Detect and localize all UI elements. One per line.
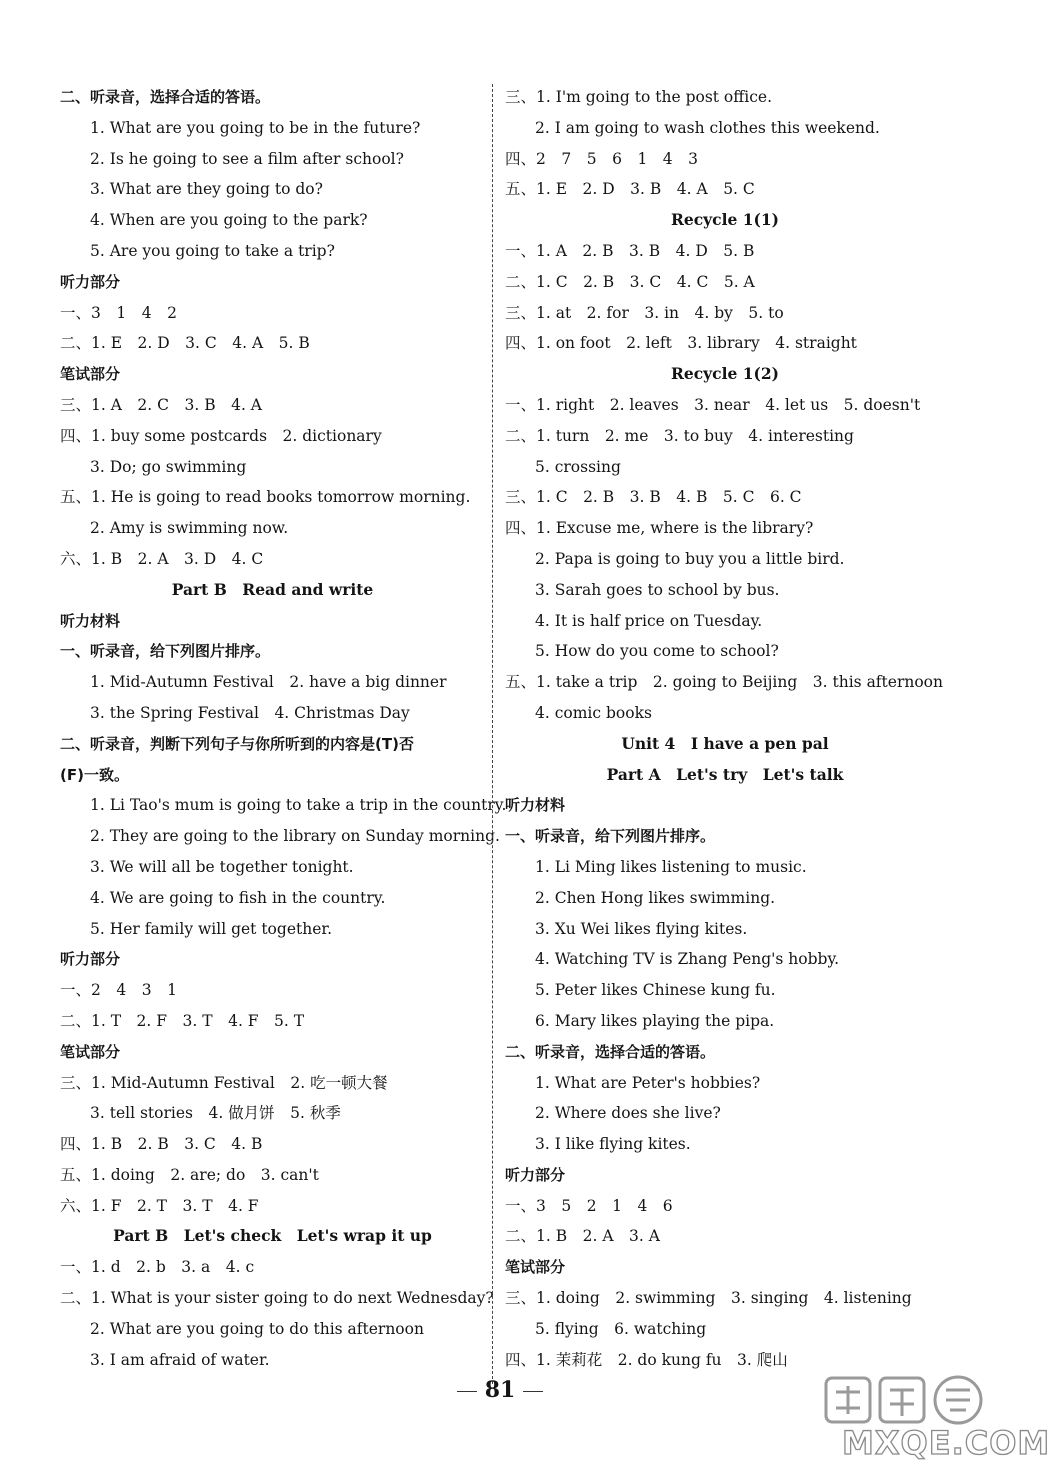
right-column-line: 二、听录音，选择合适的答语。 xyxy=(505,1042,716,1061)
page-number-text: 81 xyxy=(484,1377,516,1403)
left-column-line: 5. Her family will get together. xyxy=(90,919,333,938)
left-column-line: 3. Do; go swimming xyxy=(90,457,247,476)
left-column-line: 二、1. What is your sister going to do next Wednesday? xyxy=(60,1289,494,1308)
left-column-line: 2. Is he going to see a film after school? xyxy=(90,149,404,168)
right-column-line: 1. Li Ming likes listening to music. xyxy=(535,857,807,876)
right-column-line: 3. Xu Wei likes flying kites. xyxy=(535,919,748,938)
left-column-line: 2. What are you going to do this afternoon xyxy=(90,1319,424,1338)
left-column-line: 笔试部分 xyxy=(60,365,121,384)
right-column-line: 四、1. 茉莉花 2. do kung fu 3. 爬山 xyxy=(505,1350,788,1369)
right-column-line: 2. Where does she live? xyxy=(535,1104,721,1123)
left-column-line: Part B Let's check Let's wrap it up xyxy=(113,1226,432,1246)
right-column-line: 三、1. C 2. B 3. B 4. B 5. C 6. C xyxy=(505,488,802,507)
right-column-line: 一、听录音，给下列图片排序。 xyxy=(505,827,716,846)
left-column-line: 一、1. d 2. b 3. a 4. c xyxy=(60,1258,255,1277)
right-column-line: 五、1. E 2. D 3. B 4. A 5. C xyxy=(505,180,755,199)
right-column-line: Unit 4 I have a pen pal xyxy=(621,733,829,753)
left-column-line: 五、1. doing 2. are; do 3. can't xyxy=(60,1165,319,1184)
left-column-line: 一、2 4 3 1 xyxy=(60,981,177,1000)
left-column-line: 1. Li Tao's mum is going to take a trip in the country. xyxy=(90,796,507,815)
left-column-line: 3. What are they going to do? xyxy=(90,180,323,199)
left-column-line: 2. Amy is swimming now. xyxy=(90,519,289,538)
left-column-line: 3. the Spring Festival 4. Christmas Day xyxy=(90,703,410,722)
left-column-line: 3. We will all be together tonight. xyxy=(90,857,354,876)
left-column-line: 四、1. buy some postcards 2. dictionary xyxy=(60,426,382,445)
right-column-line: 四、2 7 5 6 1 4 3 xyxy=(505,149,699,168)
watermark-text: MXQE.COM xyxy=(842,1424,1050,1462)
right-column-line: 3. I like flying kites. xyxy=(535,1135,691,1154)
left-column-line: 二、1. T 2. F 3. T 4. F 5. T xyxy=(60,1011,305,1030)
right-column-line: 4. Watching TV is Zhang Peng's hobby. xyxy=(535,950,840,969)
left-column-line: 3. I am afraid of water. xyxy=(90,1350,270,1369)
left-column-line: 1. What are you going to be in the future? xyxy=(90,118,421,137)
right-column-line: 五、1. take a trip 2. going to Beijing 3. this afternoon xyxy=(505,673,943,692)
right-column-line: 听力部分 xyxy=(505,1165,566,1184)
left-column-line: Part B Read and write xyxy=(171,579,374,599)
left-column-line: 听力部分 xyxy=(60,272,121,291)
right-column-line: 三、1. I'm going to the post office. xyxy=(505,88,773,106)
right-column-line: 二、1. B 2. A 3. A xyxy=(505,1227,660,1246)
left-column xyxy=(60,82,507,1375)
right-column-line: 4. It is half price on Tuesday. xyxy=(535,611,763,630)
right-column-line: 一、1. right 2. leaves 3. near 4. let us 5. doesn't xyxy=(505,395,921,414)
left-column-line: 1. Mid-Autumn Festival 2. have a big dinner xyxy=(90,673,447,692)
left-column-line: 三、1. A 2. C 3. B 4. A xyxy=(60,395,262,414)
left-column-line: 3. tell stories 4. 做月饼 5. 秋季 xyxy=(90,1104,341,1123)
right-column-line: 四、1. on foot 2. left 3. library 4. straight xyxy=(505,334,857,353)
left-column-line: (F)一致。 xyxy=(60,765,129,784)
left-column-line: 二、听录音，选择合适的答语。 xyxy=(60,88,271,106)
right-column-line: 二、1. turn 2. me 3. to buy 4. interesting xyxy=(505,426,854,445)
left-column-line: 4. We are going to fish in the country. xyxy=(90,888,386,907)
right-column-line: Recycle 1(2) xyxy=(670,364,779,384)
right-column-line: 听力材料 xyxy=(505,796,566,815)
right-column-line: 2. I am going to wash clothes this weekend. xyxy=(535,118,880,137)
left-column-line: 4. When are you going to the park? xyxy=(90,211,368,230)
right-column-line: 三、1. doing 2. swimming 3. singing 4. listening xyxy=(505,1289,912,1308)
left-column-line: 二、1. E 2. D 3. C 4. A 5. B xyxy=(60,334,310,353)
left-column-line: 一、听录音，给下列图片排序。 xyxy=(60,642,271,661)
left-column-line: 2. They are going to the library on Sunday morning. xyxy=(90,827,500,846)
right-column-line: 笔试部分 xyxy=(505,1258,566,1277)
left-column-line: 六、1. B 2. A 3. D 4. C xyxy=(60,549,264,568)
right-column-line: 一、1. A 2. B 3. B 4. D 5. B xyxy=(505,241,755,260)
left-column-line: 听力材料 xyxy=(60,611,121,630)
left-column-line: 五、1. He is going to read books tomorrow morning. xyxy=(60,488,471,507)
right-column-line: 4. comic books xyxy=(535,703,652,722)
right-column-line: 1. What are Peter's hobbies? xyxy=(535,1073,761,1092)
left-column-line: 四、1. B 2. B 3. C 4. B xyxy=(60,1135,263,1154)
page-number-dash-left xyxy=(457,1391,477,1392)
right-column-line: 2. Papa is going to buy you a little bird. xyxy=(535,549,845,568)
right-column xyxy=(505,82,945,1375)
left-column-line: 一、3 1 4 2 xyxy=(60,303,177,322)
right-column-line: 四、1. Excuse me, where is the library? xyxy=(505,519,814,538)
left-column-line: 笔试部分 xyxy=(60,1042,121,1061)
column-divider xyxy=(492,84,493,1384)
right-column-line: 6. Mary likes playing the pipa. xyxy=(535,1011,775,1030)
left-column-line: 5. Are you going to take a trip? xyxy=(90,241,335,260)
left-column-line: 三、1. Mid-Autumn Festival 2. 吃一顿大餐 xyxy=(60,1073,388,1092)
left-column-line: 六、1. F 2. T 3. T 4. F xyxy=(60,1196,259,1215)
page-number-dash-right xyxy=(523,1391,543,1392)
answer-stamp-logo-icon xyxy=(818,1372,998,1432)
right-column-line: 二、1. C 2. B 3. C 4. C 5. A xyxy=(505,272,755,291)
right-column-line: 5. Peter likes Chinese kung fu. xyxy=(535,981,776,1000)
right-column-line: 2. Chen Hong likes swimming. xyxy=(535,888,776,907)
right-column-line: 三、1. at 2. for 3. in 4. by 5. to xyxy=(505,303,784,322)
left-column-line: 听力部分 xyxy=(60,950,121,969)
right-column-line: 5. crossing xyxy=(535,457,621,476)
left-column-line: 二、听录音，判断下列句子与你所听到的内容是(T)否 xyxy=(60,734,414,753)
watermark-logo xyxy=(818,1372,1050,1464)
right-column-line: 3. Sarah goes to school by bus. xyxy=(535,580,780,599)
right-column-line: 一、3 5 2 1 4 6 xyxy=(505,1196,673,1215)
right-column-line: 5. flying 6. watching xyxy=(535,1319,707,1338)
right-column-line: Recycle 1(1) xyxy=(670,210,779,230)
right-column-line: Part A Let's try Let's talk xyxy=(606,764,844,784)
right-column-line: 5. How do you come to school? xyxy=(535,642,779,661)
